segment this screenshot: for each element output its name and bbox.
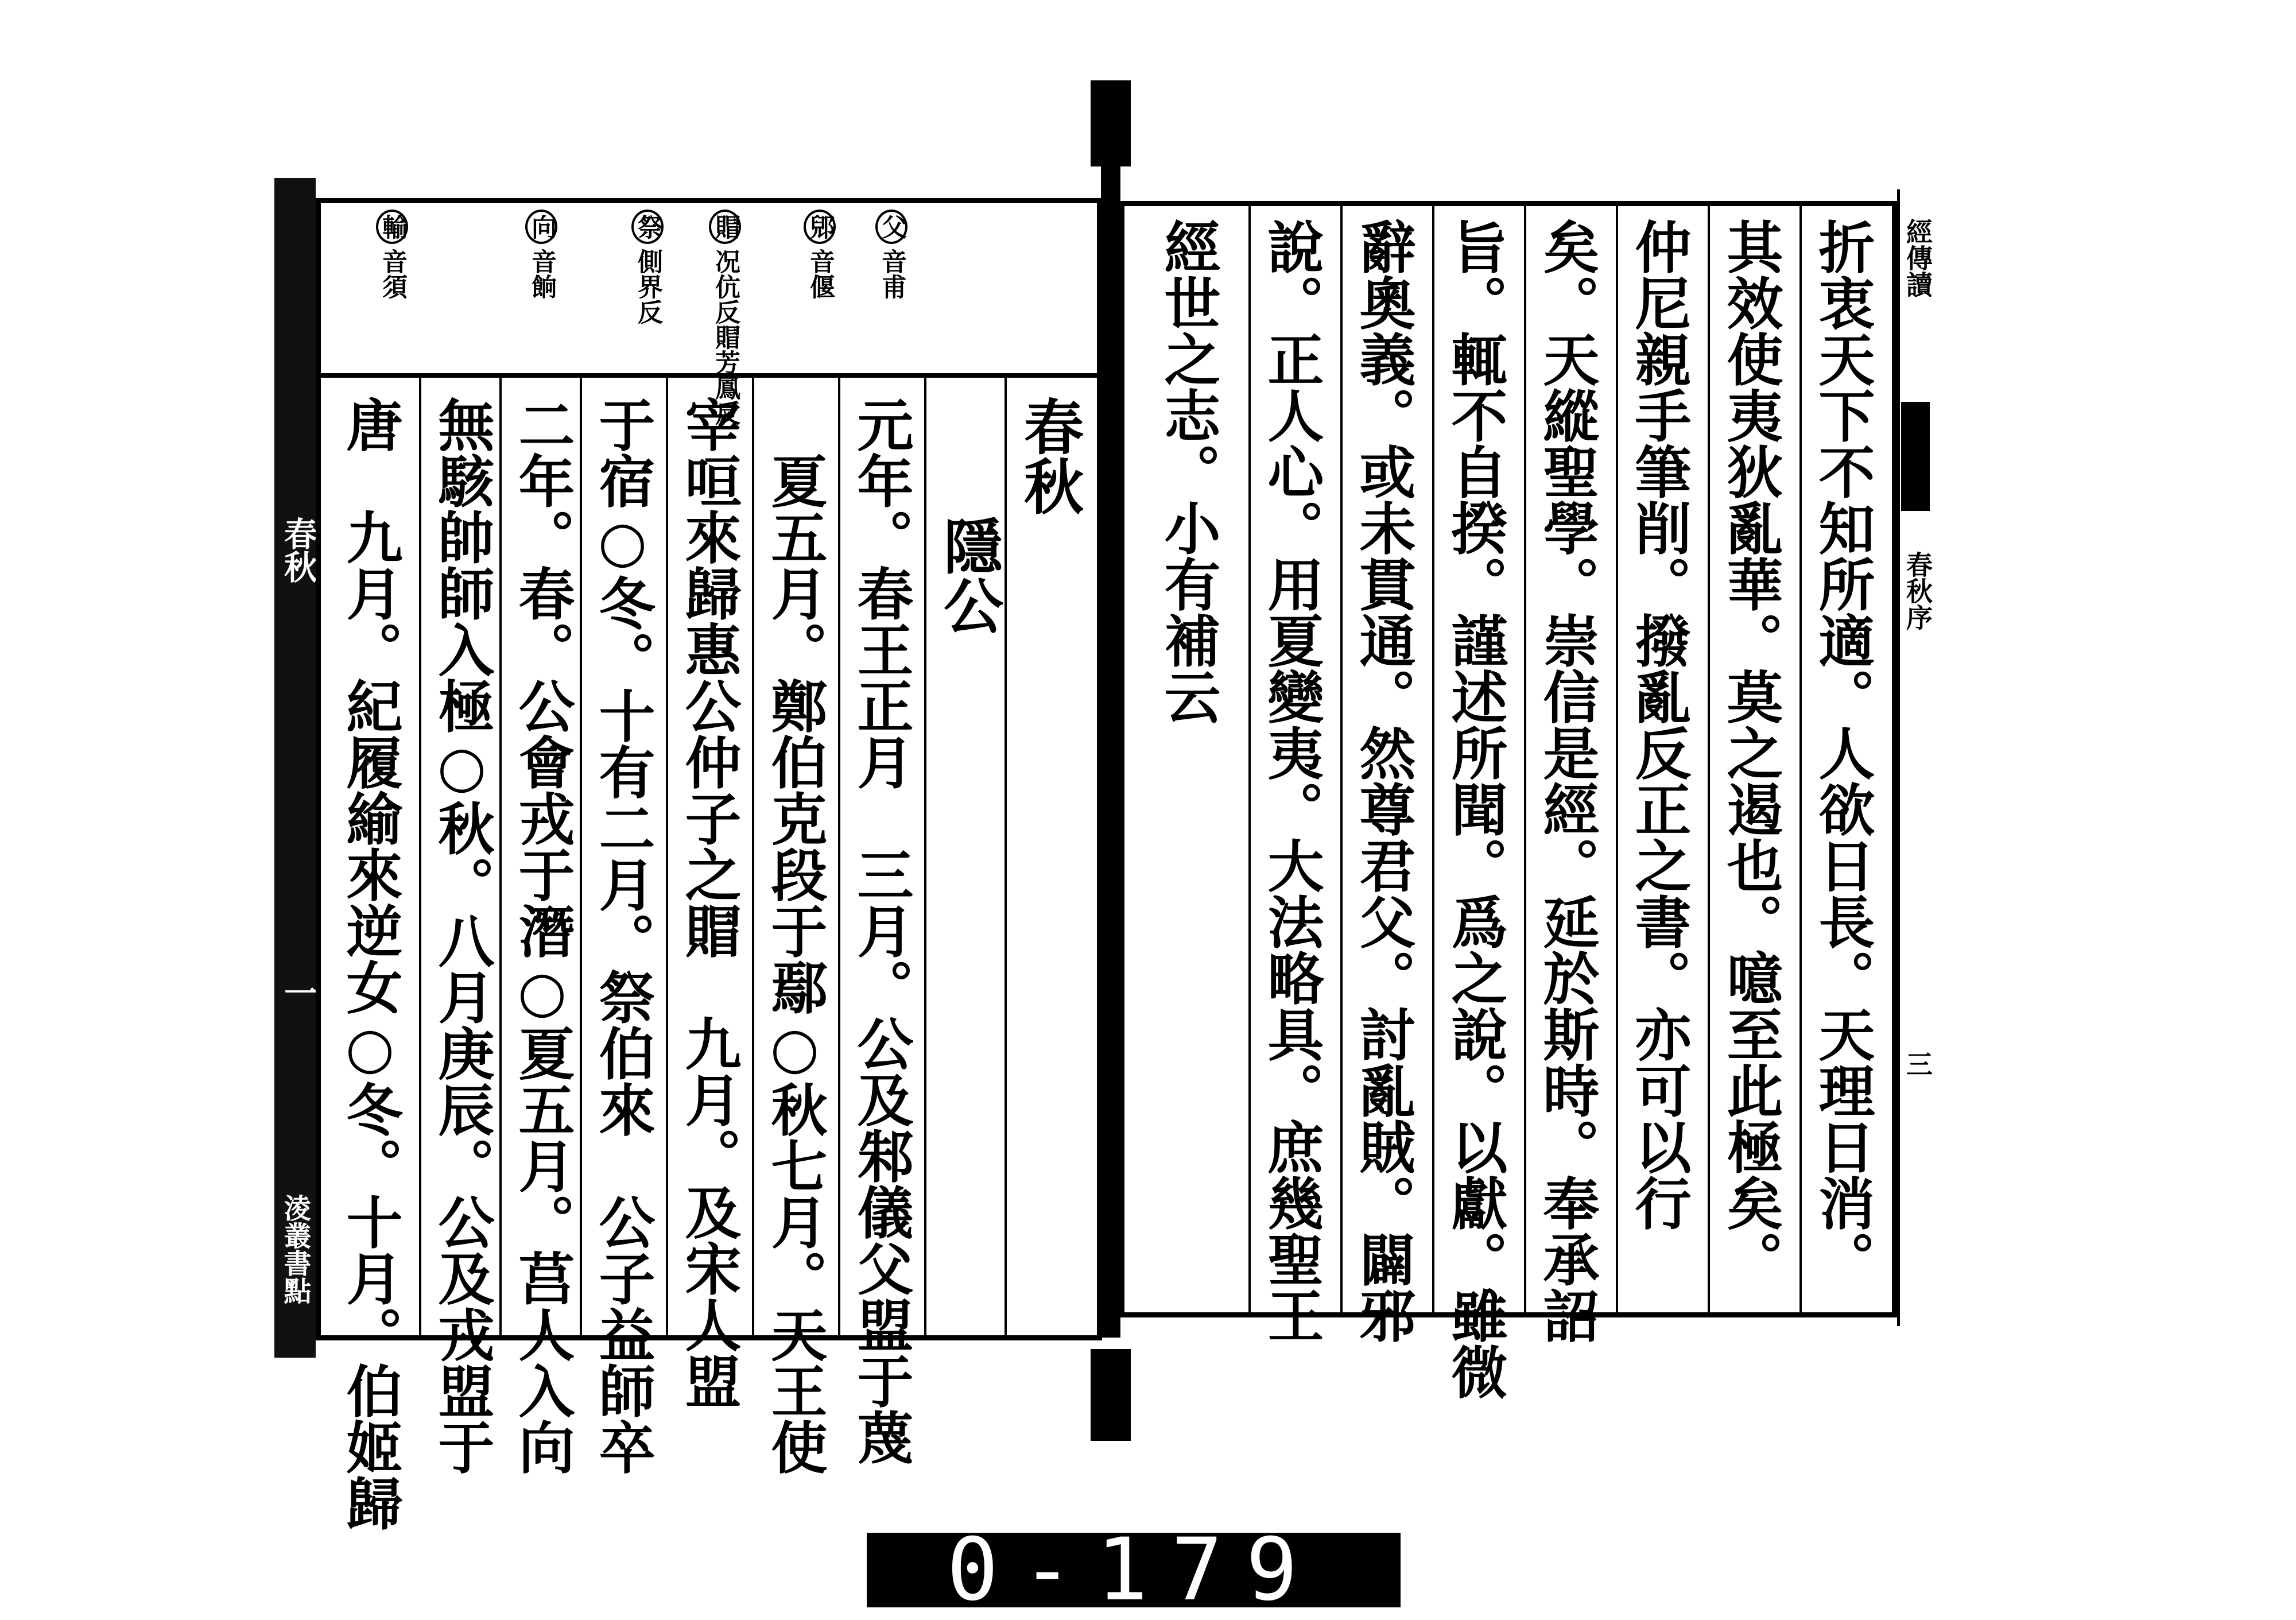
gloss-note <box>631 210 664 324</box>
gloss-key: 父 <box>875 210 907 244</box>
text-column: 二年。春。公會戎于潛○夏五月。莒人入向 <box>509 396 575 1475</box>
text-column: 春秋 <box>1014 396 1084 516</box>
left-page-edge-strip <box>274 178 316 1358</box>
gloss-text: 音餉 <box>527 249 556 299</box>
text-column: 仲尼親手筆削。撥亂反正之書。亦可以行 <box>1626 218 1692 1231</box>
right-margin-fishtail <box>1901 402 1930 511</box>
gloss-note <box>525 210 557 299</box>
column-rule <box>666 376 668 1338</box>
binding-spine <box>1101 80 1120 1338</box>
gloss-note <box>804 210 836 299</box>
column-rule <box>1340 204 1343 1315</box>
gloss-note <box>875 210 907 299</box>
text-column: 經世之志。小有補云 <box>1155 218 1221 724</box>
column-rule <box>419 376 421 1338</box>
gloss-key: 向 <box>525 210 557 244</box>
column-rule <box>1708 204 1710 1315</box>
column-rule <box>1004 376 1007 1338</box>
gloss-text: 音甫 <box>877 249 906 299</box>
text-column: 宰咺來歸惠公仲子之賵 九月。及宋人盟 <box>676 396 742 1409</box>
gloss-text: 音偃 <box>805 249 835 299</box>
left-margin-folio: 一 <box>278 976 317 1009</box>
left-margin-title: 春秋 <box>278 517 317 583</box>
column-rule <box>1248 204 1251 1315</box>
gloss-text: 側界反 <box>633 249 662 324</box>
binding-clamp-top <box>1091 80 1131 166</box>
text-column: 隱公 <box>933 396 1004 635</box>
gloss-key: 祭 <box>631 210 664 244</box>
right-margin-rule <box>1897 189 1900 1326</box>
gloss-note <box>709 210 741 425</box>
text-column: 其效使夷狄亂華。莫之遏也。噫至此極矣。 <box>1717 218 1783 1287</box>
right-margin-folio: 三 <box>1902 1051 1933 1077</box>
binding-clamp-bottom <box>1091 1349 1131 1441</box>
gloss-text: 音須 <box>378 249 407 299</box>
catalog-label: 0-179 <box>867 1533 1401 1607</box>
column-rule <box>580 376 582 1338</box>
gloss-text: 况伉反賵芳鳳反 <box>711 249 740 425</box>
right-margin-title: 春秋序 <box>1902 551 1933 630</box>
text-column: 唐 九月。紀履緰來逆女○冬。十月。伯姬歸 <box>337 396 403 1531</box>
right-margin-head: 經傳讀 <box>1902 218 1933 297</box>
right-page-edge-strip <box>1897 189 1932 1326</box>
text-column: 折衷天下不知所適。人欲日長。天理日消。 <box>1809 218 1875 1287</box>
column-rule <box>838 376 840 1338</box>
text-column: 夏五月。鄭伯克段于鄢○秋七月。天王使 <box>762 396 828 1475</box>
text-column: 旨。輒不自揆。謹述所聞。爲之說。以獻。雖微 <box>1442 218 1508 1400</box>
column-rule <box>1432 204 1434 1315</box>
column-rule <box>924 376 926 1338</box>
text-column: 于宿○冬。十有二月。祭伯來 公子益師卒 <box>589 396 656 1475</box>
gloss-key: 輸 <box>376 210 408 244</box>
gloss-note <box>376 210 408 299</box>
gloss-key: 郳 <box>804 210 836 244</box>
text-column: 元年。春王正月 三月。公及邾儀父盟于蔑 <box>848 396 914 1465</box>
column-rule <box>499 376 502 1338</box>
text-column: 矣。天縱聖學。崇信是經。延於斯時。奉承詔 <box>1534 218 1600 1343</box>
column-rule <box>1616 204 1618 1315</box>
column-rule <box>1799 204 1802 1315</box>
column-rule <box>1524 204 1526 1315</box>
text-column: 無駭帥師入極○秋。八月庚辰。公及戎盟于 <box>429 396 495 1475</box>
column-rule <box>752 376 754 1338</box>
left-margin-bottom: 淩叢書點 <box>279 1194 311 1304</box>
text-column: 辭奧義。或未貫通。然尊君父。討亂賊。闢邪 <box>1350 218 1416 1343</box>
text-column: 說。正人心。用夏變夷。大法略具。庶幾聖王 <box>1258 218 1324 1343</box>
gloss-key: 賵 <box>709 210 741 244</box>
